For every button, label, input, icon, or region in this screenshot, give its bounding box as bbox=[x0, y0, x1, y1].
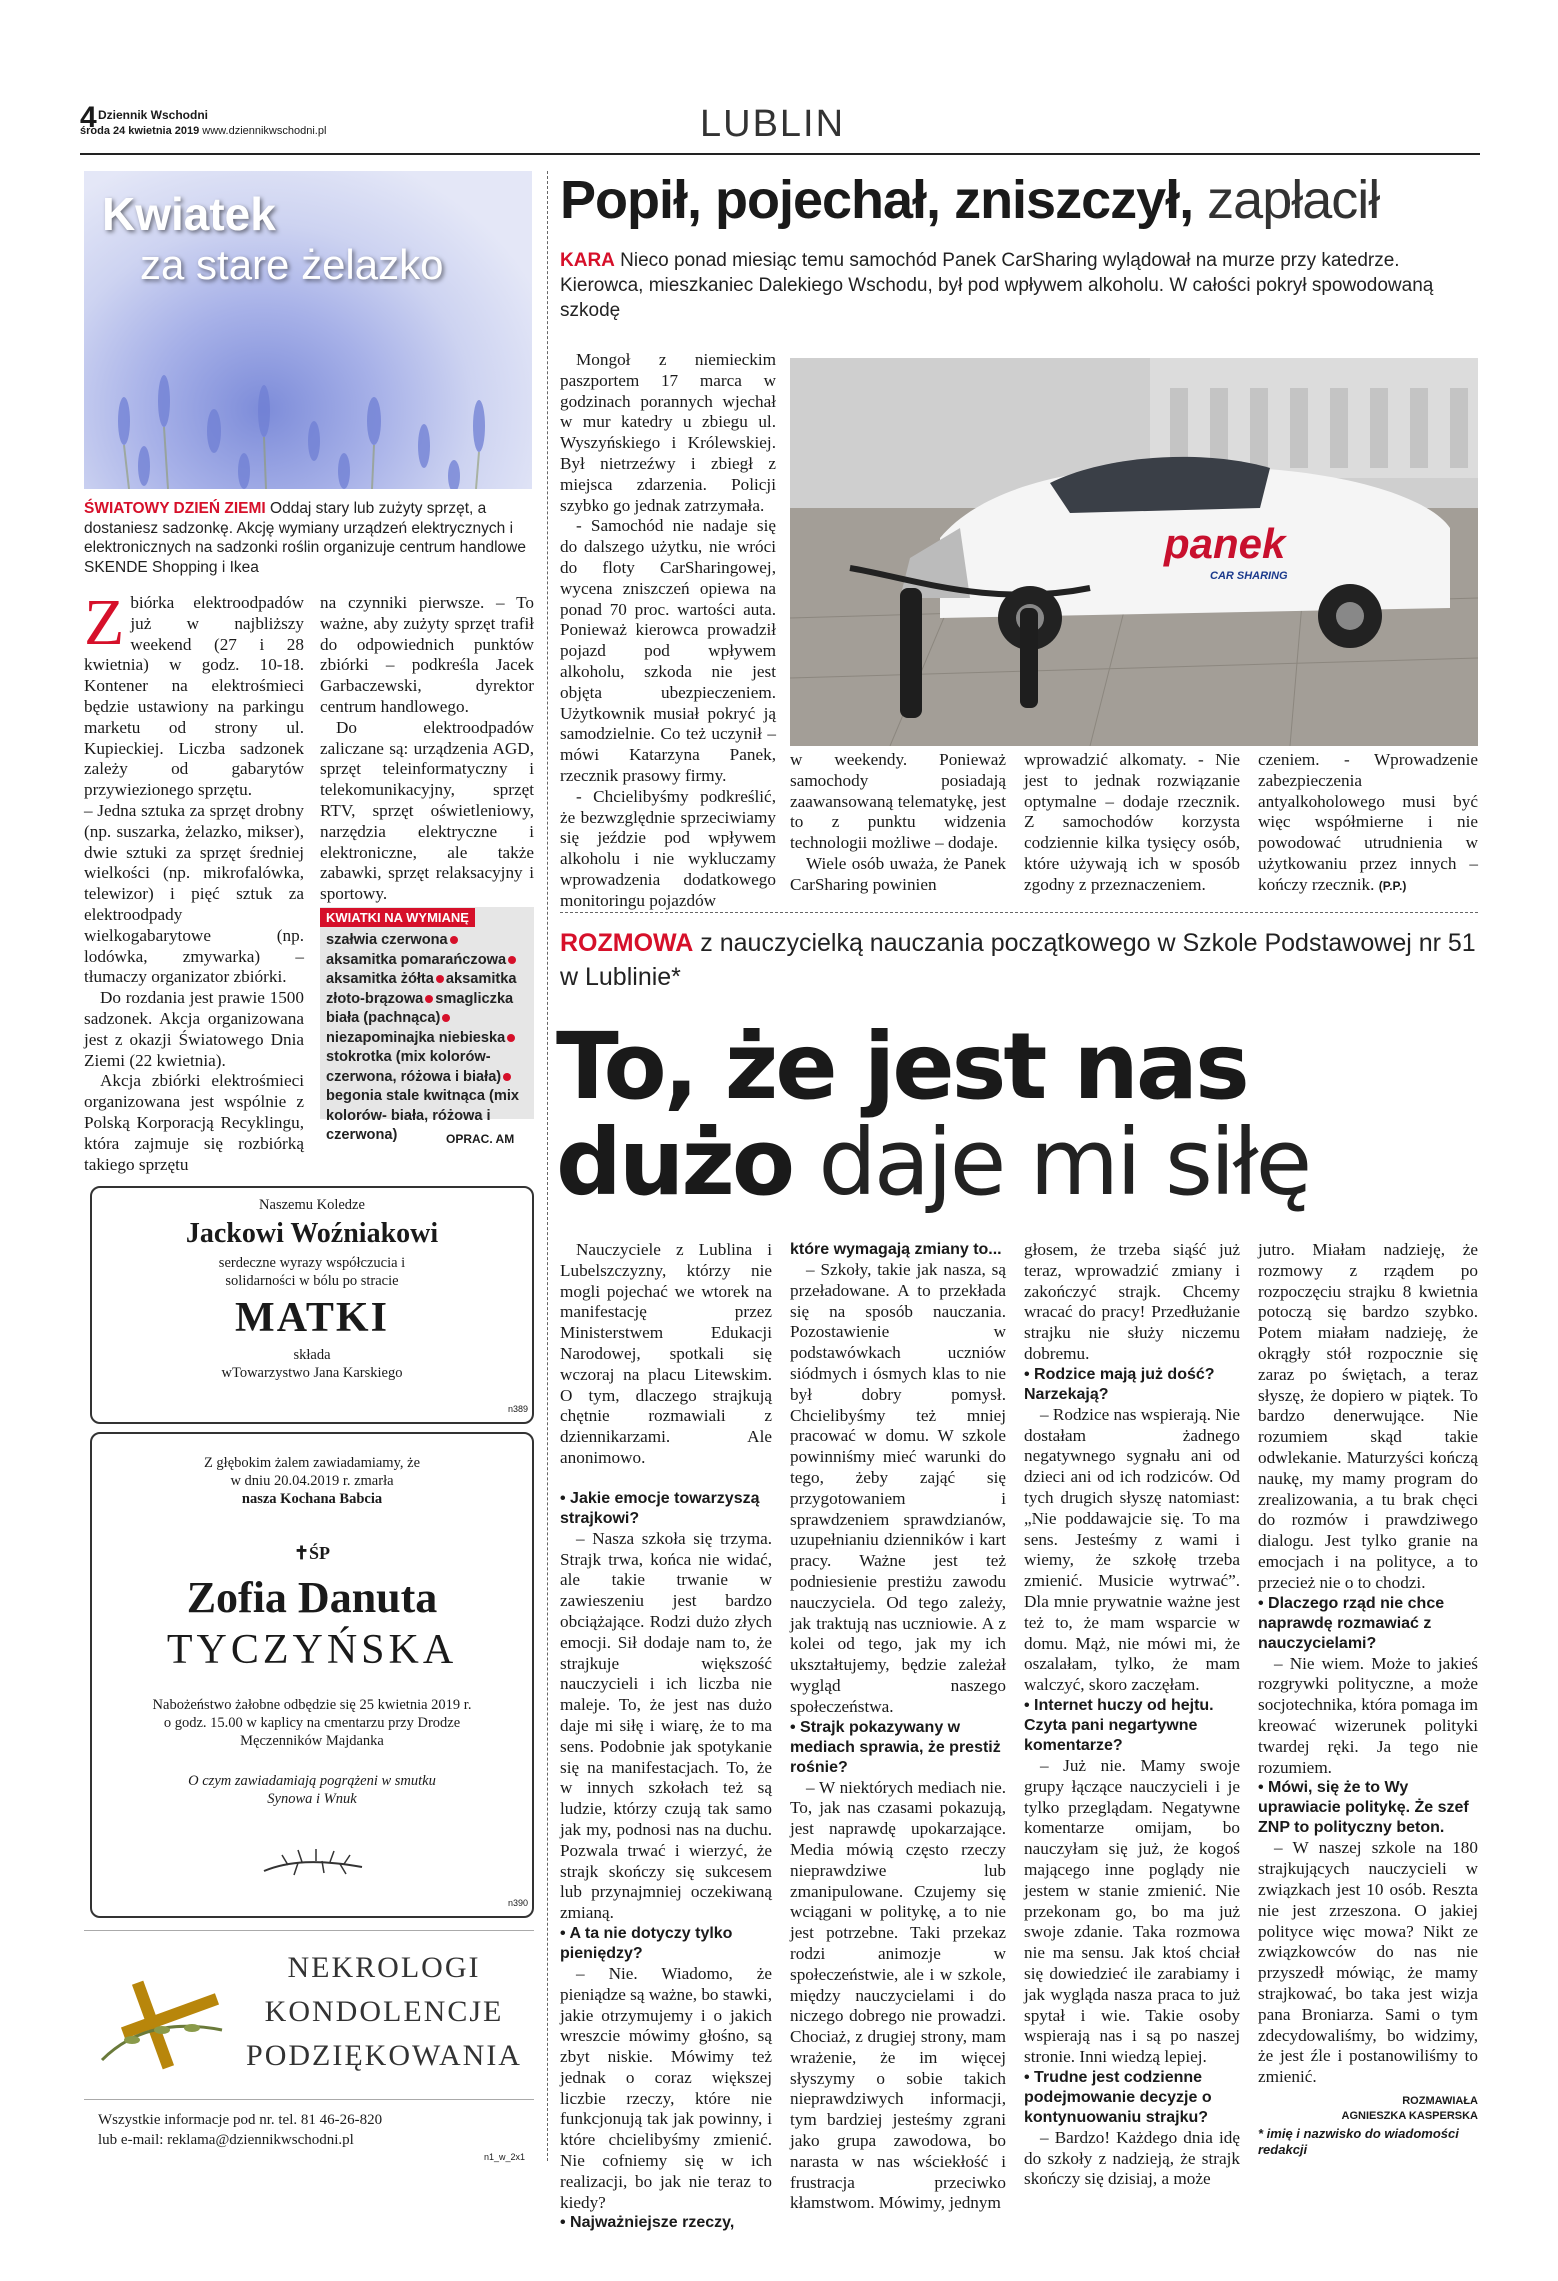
condolence-code: n389 bbox=[508, 1404, 529, 1414]
flower-col1-p1: biórka elektroodpadów już w najbliższy weekend (27 i 28 kwietnia) w godz. 10-18. Kontener na elektrośmieci będzie ustawiony na parkingu marketu od strony ul. Kupieckiej. Liczba sadzonek zależy od gabarytów przywiezionego sprzętu. bbox=[84, 593, 304, 800]
car-col1-p1: Mongoł z niemieckim paszportem 17 marca w godzinach porannych wjechał w mur katedry u zbiegu ul. Wyszyńskiego i Królewskiej. Był nietrzeźwy i zbiegł z miejsca zdarzenia. Policji szybko go jednak zatrzymała. bbox=[560, 350, 776, 515]
iv-question: • Rodzice mają już dość? Narzekają? bbox=[1024, 1365, 1215, 1403]
iv-text: – Nie. Wiadomo, że pieniądze są ważne, bo stawki, jakie otrzymujemy i o jakich wreszcie mówimy głośno, są zbyt niskie. Mówimy też jednak o coraz większej liczbie rzeczy, które nie funkcjonują tak jak powinny, i które chcielibyśmy zmienić. Nie cofniemy się w ich realizacji, bo jak nie teraz to kiedy? bbox=[560, 1963, 772, 2212]
car-lead-text: Nieco ponad miesiąc temu samochód Panek CarSharing wylądował na murze przy katedrze. Kierowca, mieszkaniec Dalekiego Wschodu, był pod wpływem alkoholu. W całości pokrył spowodowaną szkodę bbox=[560, 250, 1434, 321]
flower-col1-p2: – Jedna sztuka za sprzęt drobny (np. suszarka, żelazko, mikser), dwie sztuki za sprzęt średniej wielkości (np. mikrofalówka, telewizor) i pięć sztuk za elektroodpady wielkogabarytowe (np. lodówka, zmywarka) – tłumaczy organizator zbiórki. bbox=[84, 800, 304, 987]
iv-text: – Bardzo! Każdego dnia idę do szkoły z nadzieją, że strajk skończy się dzisiaj, a może bbox=[1024, 2127, 1240, 2189]
obituary-surname: TYCZYŃSKA bbox=[166, 1627, 458, 1673]
interview-footnote: * imię i nazwisko do wiadomości redakcji bbox=[1258, 2125, 1459, 2157]
nekrologi-email[interactable]: lub e-mail: reklama@dziennikwschodni.pl bbox=[98, 2132, 354, 2148]
flower-box-list bbox=[320, 927, 534, 1150]
section-divider bbox=[560, 912, 1478, 913]
iv-text: jutro. Miałam nadzieję, że rozmowy z rządem po rozpoczęciu strajku 8 kwietnia potoczą się bardzo szybko. Potem miałam nadzieję, że okrągły stół rozpocznie się zaraz po świętach, a teraz słyszę, że dopiero w piątek. To bardzo denerwujące. Nie rozumiem skąd takie odwlekanie. Maturzyści kończą naukę, my mamy program do zrealizowania, a tu brak chęci do rozmów i prawdziwego dialogu. Jest tylko granie na emocjach i na polityce, a to przecież nie o to chodzi. bbox=[1258, 1240, 1478, 1592]
interview-title-light: daje mi siłę bbox=[818, 1109, 1310, 1216]
interview-col-2 bbox=[790, 1240, 1006, 2214]
interview-kicker-text: z nauczycielką nauczania początkowego w Szkole Podstawowej nr 51 w Lublinie* bbox=[560, 929, 1476, 991]
car-photo bbox=[790, 358, 1478, 746]
obituary-content bbox=[92, 1454, 532, 1808]
dot-icon bbox=[503, 1073, 511, 1081]
nekrologi-line2: KONDOLENCJE bbox=[264, 1995, 504, 2028]
cross-icon: ✝ bbox=[293, 1543, 310, 1563]
flower-title-1: Kwiatek bbox=[102, 188, 276, 240]
flower-col2-p2: Do elektroodpadów zaliczane są: urządzenia AGD, sprzęt teleinformatyczny i telekomunikacyjny, sprzęt RTV, sprzęt oświetleniowy, narzędzia elektryczne i elektroniczne, ale także zabawki, sprzęt relaksacyjny i sportowy. bbox=[320, 717, 534, 904]
photo-brand: panek bbox=[1164, 520, 1286, 567]
car-col-2 bbox=[790, 750, 1006, 896]
condolence-big: MATKI bbox=[235, 1295, 389, 1341]
iv-text: – W naszej szkole na 180 strajkujących nauczycieli w związkach jest 10 osób. Reszta nie jest zrzeszona. O jakiej polityce więc mowa? Nikt ze związkowców do nas nie przyszedł mówiąc, że mamy strajkować, bo taka jest wizja pana Broniarza. Sami o tym zdecydowaliśmy, bo widzimy, że jest źle i postanowiliśmy to zmienić. bbox=[1258, 1838, 1478, 2087]
flower-lead bbox=[84, 499, 536, 577]
flower-col-1 bbox=[84, 586, 304, 1175]
flower-lead-text: Oddaj stary lub zużyty sprzęt, a dostaniesz sadzonkę. Akcję wymiany urządzeń elektrycznych i elektronicznych na sadzonki roślin organizuje centrum handlowe SKENDE Shopping i Ikea bbox=[84, 500, 526, 576]
nekrologi-line1: NEKROLOGI bbox=[287, 1951, 481, 1984]
obituary-family-intro: O czym zawiadamiają pogrążeni w smutku bbox=[188, 1773, 436, 1789]
flower-photo bbox=[84, 171, 532, 489]
car-title-light: zapłacił bbox=[1207, 170, 1380, 230]
interview-col-1 bbox=[560, 1240, 772, 2233]
page-number: 4 bbox=[80, 101, 97, 134]
header-rule bbox=[80, 153, 1480, 155]
car-byline: (P.P.) bbox=[1378, 878, 1407, 893]
obituary-service: Nabożeństwo żałobne odbędzie się 25 kwietnia 2019 r. o godz. 15.00 w kaplicy na cmentarzu przy Drodze Męczenników Majdanka bbox=[152, 1697, 472, 1749]
issue-date bbox=[80, 125, 326, 137]
iv-question: • Dlaczego rząd nie chce naprawdę rozmawiać z nauczycielami? bbox=[1258, 1594, 1445, 1652]
dot-icon bbox=[436, 975, 444, 983]
flower-item: niezapominajka niebieska bbox=[326, 1029, 506, 1046]
dot-icon bbox=[508, 956, 516, 964]
car-col3-p1: wprowadzić alkomaty. - Nie jest to jednak rozwiązanie optymalne – dodaje rzecznik. Z samochodów korzysta codziennie kilka tysięcy osób, które używają ich w sposób zgodny z przeznaczeniem. bbox=[1024, 750, 1240, 894]
car-col-1 bbox=[560, 350, 776, 912]
car-col2-p1: w weekendy. Ponieważ samochody posiadają zaawansowaną telematykę, jest to z punktu widzenia technologii możliwe – dodaje. bbox=[790, 750, 1006, 853]
crash-scene bbox=[790, 358, 1478, 746]
iv-text: – Nie wiem. Może to jakieś rozgrywki polityczne, a może socjotechnika, która pomaga im kreować wizerunek polityki twardej ręki. Ja tego nie rozumiem. bbox=[1258, 1653, 1478, 1777]
car-kicker: KARA bbox=[560, 250, 615, 271]
obituary-family: Synowa i Wnuk bbox=[267, 1791, 357, 1807]
nekrologi-title bbox=[236, 1946, 532, 2078]
iv-text: – Szkoły, takie jak nasza, są przeładowane. A to przekłada się na sposób nauczania. Pozostawienie w podstawówkach uczniów siódmych i ósmych klas to nie był dobry pomysł. Chcielibyśmy też mniej pracować w domu. W szkole powinniśmy mieć warunki do tego, żeby zająć się przygotowaniem i sprawdzeniem sprawdzianów, uzupełnianiu dzienników i kart pracy. Ważne jest też podniesienie prestiżu zawodu nauczyciela. Od tego zależy, jak traktują nas uczniowie. A z kolei od tego, jak my ich ukształtujemy, będzie zależał wygląd naszego społeczeństwa. bbox=[790, 1260, 1006, 1716]
flower-col-2 bbox=[320, 593, 534, 905]
flower-col2-p1: na czynniki pierwsze. – To ważne, aby zużyty sprzęt trafił do odpowiednich punktów zbiórki – podkreśla Jacek Garbaczewski, dyrektor centrum handlowego. bbox=[320, 593, 534, 716]
dot-icon bbox=[442, 1014, 450, 1022]
section-title: LUBLIN bbox=[700, 103, 846, 145]
dropcap: Z bbox=[84, 586, 125, 659]
flower-box-title: KWIATKI NA WYMIANĘ bbox=[320, 908, 475, 927]
condolence-name: Jackowi Woźniakowi bbox=[185, 1218, 439, 1249]
flower-item: aksamitka pomarańczowa bbox=[326, 951, 507, 968]
branch-icon bbox=[258, 1843, 368, 1879]
flower-byline: OPRAC. AM bbox=[446, 1132, 515, 1146]
condolence-line6: wTowarzystwo Jana Karskiego bbox=[221, 1365, 403, 1381]
condolence-line5: składa bbox=[293, 1347, 331, 1363]
flower-item: smagliczka biała (pachnąca) bbox=[326, 990, 514, 1026]
iv-question: • Mówi, się że to Wy uprawiacie politykę. Że szef ZNP to polityczny beton. bbox=[1258, 1779, 1469, 1837]
interview-title-2 bbox=[556, 1109, 1310, 1216]
dot-icon bbox=[507, 1034, 515, 1042]
flower-col1-p4: Akcja zbiórki elektrośmieci organizowana jest wspólnie z Polską Korporacją Recyklingu, która zajmuje się rozbiórką takiego sprzętu bbox=[84, 1071, 304, 1174]
flower-item: szałwia czerwona bbox=[326, 932, 448, 948]
interview-byline-1: ROZMAWIAŁA bbox=[1402, 2094, 1478, 2107]
iv-text: Nauczyciele z Lublina i Lubelszczyzny, którzy nie mogli pojechać we wtorek na manifestację przez Ministerstwem Edukacji Narodowej, spotkali się wczoraj na placu Litewskim. O tym, dlaczego strajkują chętnie rozmawiali z dziennikarzami. Ale anonimowo. bbox=[560, 1240, 772, 1467]
flower-item: aksamitka złoto-brązowa bbox=[326, 971, 517, 1007]
iv-question: które wymagają zmiany to... bbox=[790, 1241, 1002, 1258]
car-col-3 bbox=[1024, 750, 1240, 896]
paper-name: Dziennik Wschodni bbox=[98, 108, 209, 122]
car-lead bbox=[560, 248, 1478, 323]
nekrologi-info bbox=[98, 2110, 382, 2150]
flower-item: aksamitka żółta bbox=[326, 971, 434, 987]
nekrologi-phone: Wszystkie informacje pod nr. tel. 81 46-26-820 bbox=[98, 2112, 383, 2128]
flower-col1-p3: Do rozdania jest prawie 1500 sadzonek. Akcja organizowana jest z okazji Światowego Dnia Ziemi (22 kwietnia). bbox=[84, 988, 304, 1070]
interview-kicker bbox=[560, 926, 1478, 994]
interview-byline-2: AGNIESZKA KASPERSKA bbox=[1341, 2109, 1478, 2122]
nekrologi-code: n1_w_2x1 bbox=[484, 2152, 526, 2162]
obituary-intro2: nasza Kochana Babcia bbox=[241, 1491, 383, 1507]
flower-kicker: ŚWIATOWY DZIEŃ ZIEMI bbox=[84, 500, 266, 517]
car-col2-p2: Wiele osób uważa, że Panek CarSharing powinien bbox=[790, 853, 1006, 894]
nekrologi-line3: PODZIĘKOWANIA bbox=[246, 2039, 522, 2072]
car-title-bold: Popił, pojechał, zniszczył, bbox=[560, 170, 1194, 230]
photo-brand-sub: CAR SHARING bbox=[1210, 570, 1288, 582]
iv-text: – Rodzice nas wspierają. Nie dostałam żadnego negatywnego sygnału ani od dzieci ani od ich rodziców. Od tych drugich słyszę natomiast: „Nie poddawajcie się. To ma sens. Jesteśmy z wami i wiemy, że szkołę trzeba zmienić. Musicie wytrwać”. Dla mnie prywatnie ważne jest też to, że mam wsparcie w domu. Mąż, nie mówi mi, że oszalałam, tylko, że mam walczyć, skoro zaczęłam. bbox=[1024, 1404, 1240, 1695]
interview-title-bold: dużo bbox=[556, 1109, 793, 1216]
column-divider bbox=[547, 171, 548, 2161]
flower-item: begonia stale kwitnąca (mix kolorów- biała, różowa i czerwona) bbox=[326, 1088, 520, 1143]
flower-title-2: za stare żelazko bbox=[140, 241, 444, 288]
condolence-line3: serdeczne wyrazy współczucia i solidarności w bólu po stracie bbox=[218, 1255, 406, 1289]
dot-icon bbox=[450, 936, 458, 944]
interview-col-4 bbox=[1258, 1240, 1478, 2158]
iv-question: • Trudne jest codzienne podejmowanie decyzje o kontynuowaniu strajku? bbox=[1024, 2068, 1212, 2126]
cross-ornament-icon bbox=[92, 1950, 232, 2080]
interview-col-3 bbox=[1024, 1240, 1240, 2190]
iv-question: • Internet huczy od hejtu. Czyta pani negartywne komentarze? bbox=[1024, 1696, 1214, 1754]
car-col1-p3: - Chcielibyśmy podkreślić, że bezwzględnie sprzeciwiamy się jeździe pod wpływem alkoholu i nie wykluczamy wprowadzenia dodatkowego monitoringu pojazdów bbox=[560, 786, 776, 910]
iv-text: – Już nie. Mamy swoje grupy łączące nauczycieli i je tylko przeglądam. Negatywne komentarze omijam, bo nauczyłam się już, że kogoś mającego inne poglądy nie jestem w stanie zmienić. Nie przekonam go, bo ma już swoje zdanie. Taka rozmowa nie ma sensu. Jak ktoś chciał się dowiedzieć ile zarabiamy i jak wygląda nasza praca to już spytał i wie. Takie osoby wspierają nas i są po naszej stronie. Inni wiedzą lepiej. bbox=[1024, 1755, 1240, 2067]
obituary-symbol-text: ŚP bbox=[309, 1543, 331, 1563]
obituary-symbol bbox=[92, 1542, 532, 1564]
obituary-first-name: Zofia Danuta bbox=[186, 1573, 438, 1622]
car-title bbox=[560, 168, 1379, 232]
iv-text: – Nasza szkoła się trzyma. Strajk trwa, końca nie widać, ale takie trwanie w zawieszeniu jest bardzo obciążające. Rodzi dużo złych emocji. Sił dodaje nam to, że strajkuje większość nauczycieli i ich liczba nie maleje. To, że jest nas dużo daje mi siłę i wiarę, że to ma sens. Podobnie jak spotykanie się na manifestacjach. To, że w innych szkołach też są ludzie, którzy czują tak samo jak my, podnosi nas na duchu. Pozwala trwać i wierzyć, że strajk skończy się sukcesem lub przynajmniej oczekiwaną zmianą. bbox=[560, 1528, 772, 1923]
iv-question: • A ta nie dotyczy tylko pieniędzy? bbox=[560, 1924, 733, 1962]
iv-text: głosem, że trzeba siąść już teraz, wprowadzić zmiany i zakończyć strajk. Chcemy wracać do pracy! Przedłużanie strajku nie służy niczemu dobremu. bbox=[1024, 1240, 1240, 1363]
flower-item: stokrotka (mix kolorów- czerwona, różowa i biała) bbox=[326, 1049, 502, 1085]
iv-question: • Najważniejsze rzeczy, bbox=[560, 2214, 735, 2232]
interview-title-1: To, że jest nas bbox=[556, 1013, 1247, 1120]
interview-kicker-label: ROZMOWA bbox=[560, 929, 694, 957]
iv-question: • Jakie emocje towarzyszą strajkowi? bbox=[560, 1489, 760, 1527]
interview-byline bbox=[1258, 2094, 1478, 2124]
date-text: środa 24 kwietnia 2019 bbox=[80, 125, 200, 137]
obituary-code: n390 bbox=[508, 1898, 529, 1908]
dot-icon bbox=[425, 995, 433, 1003]
car-col-4 bbox=[1258, 750, 1478, 897]
iv-text: – W niektórych mediach nie. To, jak nas czasami pokazują, jest naprawdę upokarzające. Media mówią często rzeczy nieprawdziwe lub zmanipulowane. Czujemy się wciągani w politykę, a to nie jest potrzebne. Taki przekaz rodzi animozje w społeczeństwie, ale i w szkole, między nauczycielami i do niczego dobrego nie prowadzi. Chociaż, z drugiej strony, mam wrażenie, że im więcej słyszymy o sobie takich nieprawdziwych informacji, tym bardziej jesteśmy zgrani jako grupa zawodowa, bo narasta w nas wściekłość i frustracja przeciwko kłamstwom. Mówimy, jednym bbox=[790, 1777, 1006, 2213]
iv-question: • Strajk pokazywany w mediach sprawia, że prestiż rośnie? bbox=[790, 1718, 1001, 1776]
car-col1-p2: - Samochód nie nadaje się do dalszego użytku, nie wróci do floty CarSharingowej, wycena zniszczeń opiewa na ponad 70 proc. wartości auta. Ponieważ kierowca prowadził pojazd pod wpływem alkoholu, szkoda nie jest objęta ubezpieczeniem. Użytkownik musiał pokryć ją samodzielnie. Co też uczynił – mówi Katarzyna Panek, rzecznik prasowy firmy. bbox=[560, 516, 776, 785]
obituary-intro: Z głębokim żalem zawiadamiamy, że w dniu 20.04.2019 r. zmarła bbox=[203, 1455, 421, 1489]
website[interactable]: www.dziennikwschodni.pl bbox=[202, 125, 327, 137]
condolence-line1: Naszemu Koledze bbox=[259, 1197, 365, 1213]
car-col4-p1: czeniem. - Wprowadzenie zabezpieczenia antyalkoholowego musi być więc współmierne i nie powodować utrudnienia w użytkowaniu przez innych – kończy rzecznik. bbox=[1258, 750, 1478, 894]
condolence-content bbox=[92, 1196, 532, 1382]
